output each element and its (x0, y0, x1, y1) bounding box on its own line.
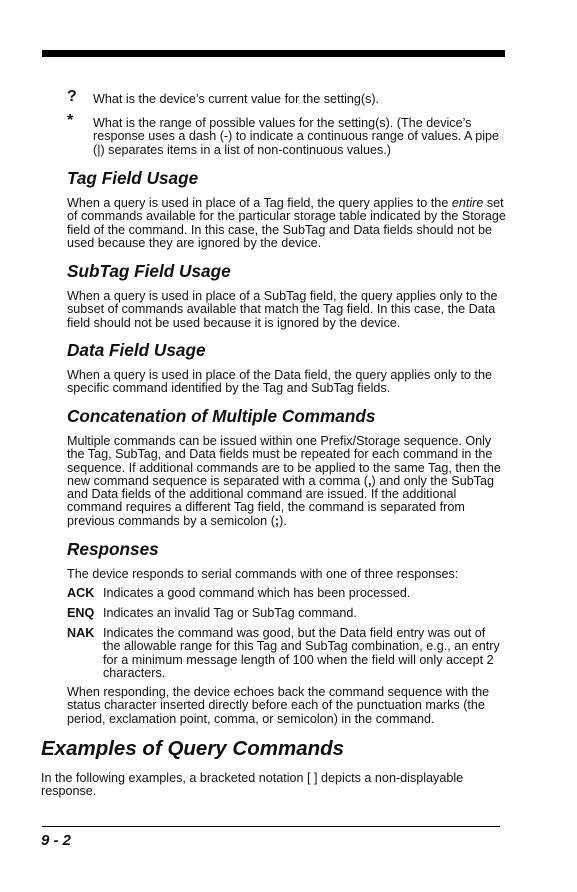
query-desc-asterisk: What is the range of possible values for the setting(s). (The device’s response uses a dash (-) to indicate a continuous range of values. A pipe (|) separates items in a list of non-continuous values.) (93, 116, 500, 157)
query-symbol-question: ? (67, 88, 77, 105)
heading-examples-query-commands: Examples of Query Commands (41, 737, 345, 760)
heading-concatenation: Concatenation of Multiple Commands (67, 406, 376, 426)
para-concatenation: Multiple commands can be issued within one Prefix/Storage sequence. Only the Tag, SubTag, and Data fields must be repeated for each command in the sequence. If additional commands are to be applied to the same Tag, then the new command sequence is separated with a comma (,) and only the SubTag and Data fields of the additional command are issued. If the additional command requires a different Tag field, the command is separated from previous commands by a semicolon (;). (67, 434, 501, 528)
heading-tag-field-usage: Tag Field Usage (67, 168, 199, 188)
page-number: 9 - 2 (41, 832, 72, 849)
query-desc-question: What is the device’s current value for the setting(s). (93, 92, 380, 106)
response-desc-ack: Indicates a good command which has been processed. (103, 586, 411, 600)
para-responses-outro: When responding, the device echoes back the command sequence with the status character inserted directly before each of the punctuation marks (the period, exclamation point, comma, or semicolon) in the command. (67, 685, 490, 726)
para-examples: In the following examples, a bracketed notation [ ] depicts a non-displayable response. (41, 771, 464, 799)
response-desc-nak: Indicates the command was good, but the Data field entry was out of the allowable range for this Tag and SubTag combination, e.g., an entry for a minimum message length of 100 when the field will only accept 2 characters. (103, 626, 500, 680)
para-subtag-field-usage: When a query is used in place of a SubTag field, the query applies only to the subset of commands available that match the Tag field. In this case, the Data field should not be used because it is ignored by the device. (67, 289, 498, 330)
footer-rule (42, 826, 500, 827)
heading-subtag-field-usage: SubTag Field Usage (67, 261, 231, 281)
para-data-field-usage: When a query is used in place of the Data field, the query applies only to the specific command identified by the Tag and SubTag fields. (67, 368, 492, 396)
response-code-enq: ENQ (67, 606, 95, 620)
query-symbol-asterisk: * (67, 112, 74, 129)
heading-responses: Responses (67, 539, 159, 559)
response-code-ack: ACK (67, 586, 95, 600)
header-rule (42, 50, 505, 57)
response-desc-enq: Indicates an invalid Tag or SubTag command. (103, 606, 357, 620)
response-code-nak: NAK (67, 626, 95, 640)
heading-data-field-usage: Data Field Usage (67, 340, 206, 360)
para-responses-intro: The device responds to serial commands with one of three responses: (67, 567, 459, 581)
para-tag-field-usage: When a query is used in place of a Tag field, the query applies to the entire set of commands available for the particular storage table indicated by the Storage field of the command. In this case, the SubTag and Data fields should not be used because they are ignored by the device. (67, 196, 506, 250)
